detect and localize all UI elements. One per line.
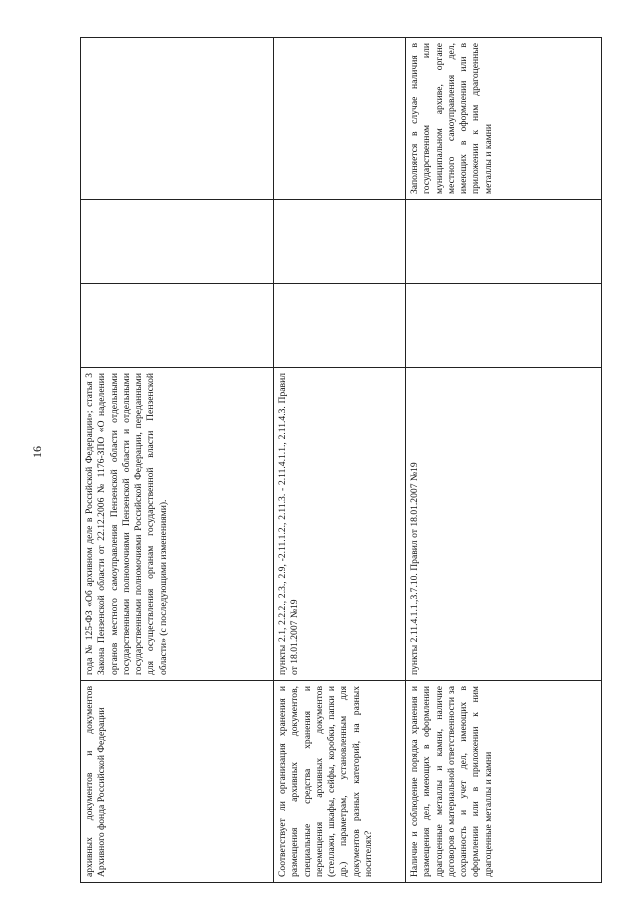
- answer-no-cell: [406, 200, 602, 284]
- answer-no-cell: [81, 200, 274, 284]
- checklist-table-area: [80, 38, 601, 883]
- page-number: 16: [30, 446, 44, 458]
- legal-acts-cell: пункты 2.1, 2.2.2., 2.3., 2.9, -2.11.1.2., 2.11.3. - 2.11.4.1.1., 2.11.4.3. Правил от 18.01.2007 №19: [274, 368, 406, 681]
- requirement-cell: архивных документов и документов Архивного фонда Российской Федерации: [81, 681, 274, 883]
- legal-acts-cell: года № 125-ФЗ «Об архивном деле в Российской Федерации»; статья 3 Закона Пензенской области от 22.12.2006 № 1176-ЗПО «О наделении органов местного самоуправления Пензенской области отдельными государственными полномочиями Пензенской области и отдельными государственными полномочиями Российской Федерации, переданными для осуществления органам государственной власти Пензенской области» (с последующими изменениями).: [81, 368, 274, 681]
- checklist-table: [80, 37, 602, 883]
- note-cell: [274, 38, 406, 200]
- table-row: [81, 38, 274, 883]
- answer-yes-cell: [81, 284, 274, 368]
- note-cell: Заполняется в случае наличия в государственном или муниципальном архиве, органе местного самоуправления дел, имеющих в оформлении или в приложении к ним драгоценные металлы и камни: [406, 38, 602, 200]
- requirement-cell: Соответствует ли организация хранения и размещения архивных документов, специальные средства хранения и перемещения архивных документов (стеллажи, шкафы, сейфы, коробки, папки и др.) параметрам, установленным для документов разных категорий, на разных носителях?: [274, 681, 406, 883]
- answer-yes-cell: [406, 284, 602, 368]
- note-cell: [81, 38, 274, 200]
- answer-no-cell: [274, 200, 406, 284]
- table-row: [274, 38, 406, 883]
- legal-acts-cell: пункты 2.11.4.1.1.,3.7.10. Правил от 18.01.2007 №19: [406, 368, 602, 681]
- requirement-cell: Наличие и соблюдение порядка хранения и размещения дел, имеющих в оформлении драгоценные металлы и камни, наличие договоров о материальной ответственности за сохранность и учет дел, имеющих в оформлении или в приложении к ним драгоценные металлы и камни: [406, 681, 602, 883]
- answer-yes-cell: [274, 284, 406, 368]
- table-row: [406, 38, 602, 883]
